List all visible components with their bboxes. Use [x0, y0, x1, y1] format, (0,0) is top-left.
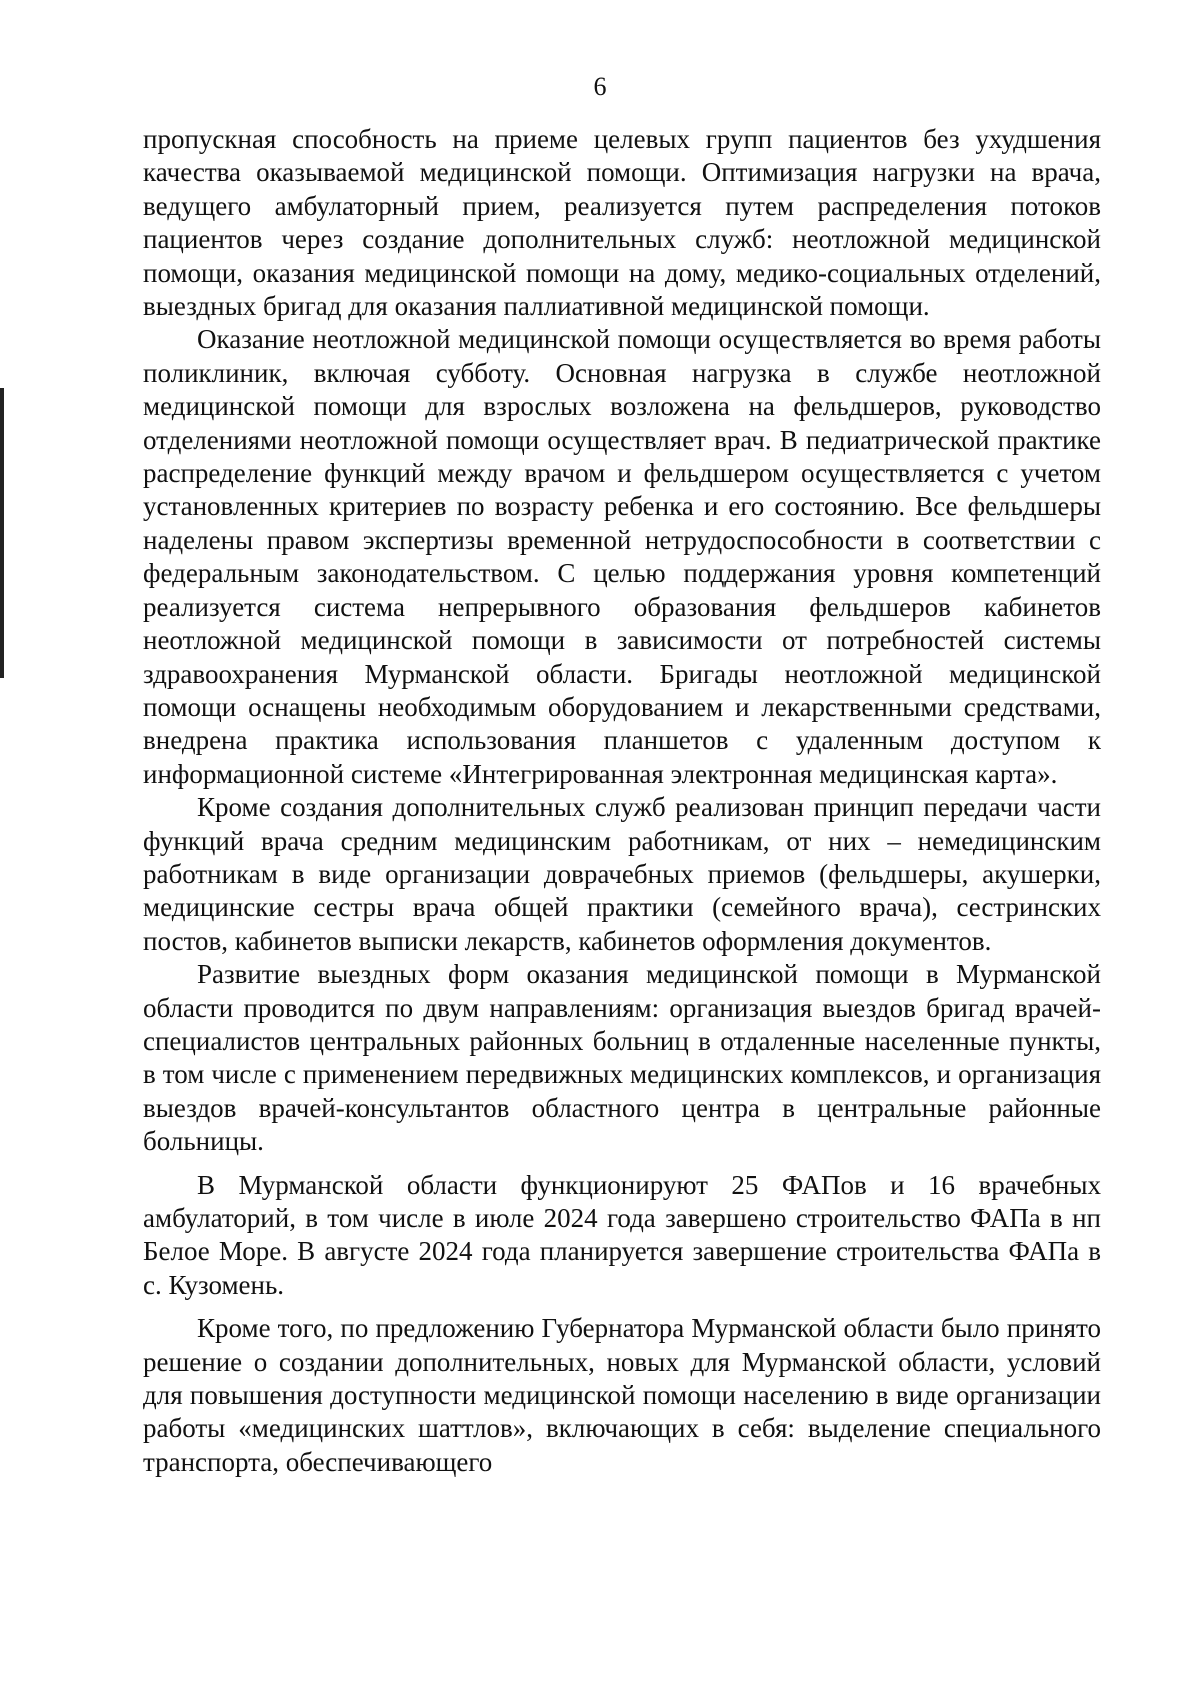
document-body	[143, 123, 1101, 1479]
paragraph-medical-shuttles: Кроме того, по предложению Губернатора Мурманской области было принято решение о создании дополнительных, новых для Мурманской области, условий для повышения доступности медицинской помощи населению в виде организации работы «медицинских шаттлов», включающих в себя: выделение специального транспорта, обеспечивающего	[143, 1313, 1101, 1477]
page-number: 6	[593, 72, 607, 101]
paragraph-fap-count: В Мурманской области функционируют 25 ФАПов и 16 врачебных амбулаторий, в том числе в июле 2024 года завершено строительство ФАПа в нп Белое Море. В августе 2024 года планируется завершение строительства ФАПа в с. Кузомень.	[143, 1169, 1101, 1300]
paragraph-function-transfer: Кроме создания дополнительных служб реализован принцип передачи части функций врача средним медицинским работникам, от них – немедицинским работникам в виде организации доврачебных приемов (фельдшеры, акушерки, медицинские сестры врача общей практики (семейного врача), сестринских постов, кабинетов выписки лекарств, кабинетов оформления документов.	[143, 792, 1101, 956]
binding-edge-mark	[0, 388, 4, 678]
paragraph-continued: пропускная способность на приеме целевых групп пациентов без ухудшения качества оказываемой медицинской помощи. Оптимизация нагрузки на врача, ведущего амбулаторный прием, реализуется путем распределения потоков пациентов через создание дополнительных служб: неотложной медицинской помощи, оказания медицинской помощи на дому, медико-социальных отделений, выездных бригад для оказания паллиативной медицинской помощи.	[143, 124, 1101, 322]
paragraph-mobile-care: Развитие выездных форм оказания медицинской помощи в Мурманской области проводится по двум направлениям: организация выездов бригад врачей-специалистов центральных районных больниц в отдаленные населенные пункты, в том числе с применением передвижных медицинских комплексов, и организация выездов врачей-консультантов областного центра в центральные районные больницы.	[143, 959, 1101, 1157]
paragraph-urgent-care: Оказание неотложной медицинской помощи осуществляется во время работы поликлиник, включая субботу. Основная нагрузка в службе неотложной медицинской помощи для взрослых возложена на фельдшеров, руководство отделениями неотложной помощи осуществляет врач. В педиатрической практике распределение функций между врачом и фельдшером осуществляется с учетом установленных критериев по возрасту ребенка и его состоянию. Все фельдшеры наделены правом экспертизы временной нетрудоспособности в соответствии с федеральным законодательством. С целью поддержания уровня компетенций реализуется система непрерывного образования фельдшеров кабинетов неотложной медицинской помощи в зависимости от потребностей системы здравоохранения Мурманской области. Бригады неотложной медицинской помощи оснащены необходимым оборудованием и лекарственными средствами, внедрена практика использования планшетов с удаленным доступом к информационной системе «Интегрированная электронная медицинская карта».	[143, 324, 1101, 789]
